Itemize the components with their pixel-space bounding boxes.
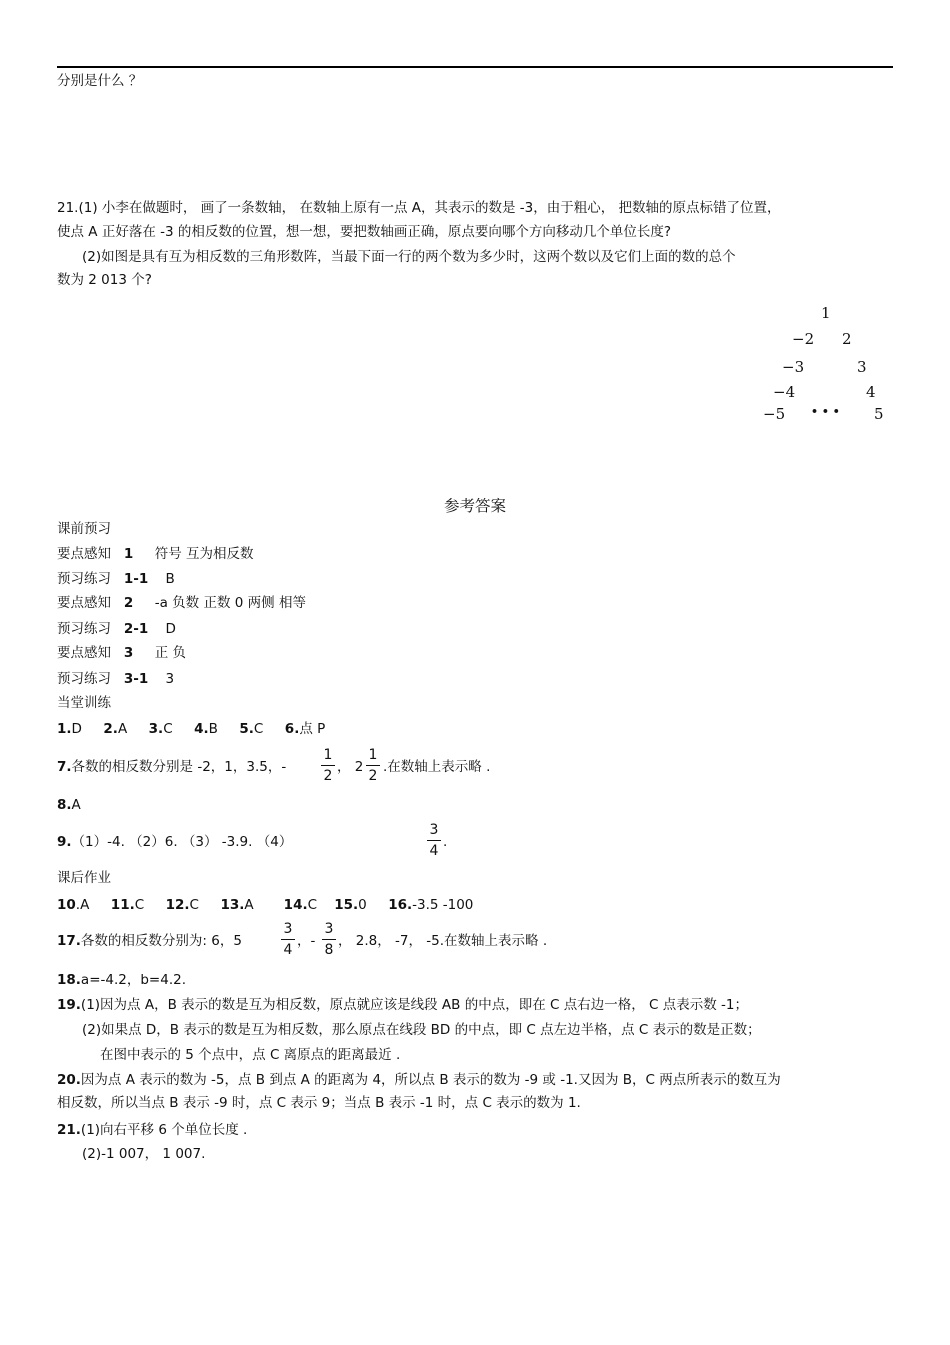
answer-9: 9.（1）-4. （2）6. （3） -3.9. （4） — [57, 834, 293, 850]
triangle-number: 3 — [857, 358, 867, 376]
answers-1-6: 1.D 2.A 3.C 4.B 5.C 6.点 P — [57, 721, 326, 737]
q21-line-4: 数为 2 013 个? — [57, 272, 152, 288]
answer-7-mid: ， 2 — [337, 759, 364, 775]
section-homework: 课后作业 — [57, 870, 111, 886]
answer-19: 19.(1)因为点 A，B 表示的数是互为相反数，原点就应该是线段 AB 的中点，即在 C 点右边一格， C 点表示数 -1； — [57, 997, 748, 1013]
answer-20-line-2: 相反数，所以当点 B 表示 -9 时，点 C 表示 9；当点 B 表示 -1 时，点 C 表示的数为 1. — [57, 1095, 581, 1111]
answer-9-end: . — [443, 834, 448, 850]
answer-line: 预习练习 1-1 B — [57, 571, 175, 587]
answer-line: 预习练习 3-1 3 — [57, 671, 175, 687]
answers-10-16: 10.A 11.C 12.C 13.A 14.C 15.0 16.-3.5 -100 — [57, 897, 474, 913]
triangle-number: 5 — [874, 405, 884, 423]
answer-8: 8.A — [57, 797, 81, 813]
section-preview: 课前预习 — [57, 521, 111, 537]
triangle-number: −2 — [792, 330, 815, 348]
answer-17-mid: ，- — [297, 933, 316, 949]
fraction: 1 2 — [321, 746, 335, 785]
answer-19-line-3: 在图中表示的 5 个点中，点 C 离原点的距离最近 . — [100, 1047, 401, 1063]
triangle-number: −4 — [773, 383, 796, 401]
ellipsis: • • • — [811, 405, 840, 418]
answer-18: 18.a=-4.2，b=4.2. — [57, 972, 186, 988]
answers-title: 参考答案 — [443, 497, 506, 515]
fraction: 3 4 — [427, 821, 441, 860]
fraction: 1 2 — [366, 746, 380, 785]
q21-line-1: 21.(1) 小李在做题时， 画了一条数轴， 在数轴上原有一点 A，其表示的数是 -3，由于粗心， 把数轴的原点标错了位置， — [57, 200, 781, 216]
question-fragment: 分别是什么 ？ — [57, 73, 143, 89]
answer-17: 17.各数的相反数分别为: 6，5 — [57, 933, 242, 949]
answer-7: 7.各数的相反数分别是 -2，1，3.5，- — [57, 759, 287, 775]
answer-21: 21.(1)向右平移 6 个单位长度 . — [57, 1122, 248, 1138]
answer-line: 要点感知 1 符号 互为相反数 — [57, 546, 254, 562]
triangle-number: −3 — [782, 358, 805, 376]
q21-line-3: (2)如图是具有互为相反数的三角形数阵，当最下面一行的两个数为多少时，这两个数以及它们上面的数的总个 — [82, 249, 736, 265]
q21-line-2: 使点 A 正好落在 -3 的相反数的位置，想一想，要把数轴画正确，原点要向哪个方向移动几个单位长度? — [57, 224, 672, 240]
fraction: 3 8 — [322, 920, 336, 959]
answer-line: 要点感知 2 -a 负数 正数 0 两侧 相等 — [57, 595, 306, 611]
answer-17-end: ， 2.8， -7， -5.在数轴上表示略 . — [338, 933, 548, 949]
answer-line: 要点感知 3 正 负 — [57, 645, 187, 661]
triangle-number: −5 — [763, 405, 786, 423]
section-class-training: 当堂训练 — [57, 695, 111, 711]
top-rule — [57, 66, 893, 68]
triangle-number: 2 — [842, 330, 852, 348]
answer-21-line-2: (2)-1 007， 1 007. — [82, 1146, 206, 1162]
answer-20: 20.因为点 A 表示的数为 -5，点 B 到点 A 的距离为 4，所以点 B 表示的数为 -9 或 -1.又因为 B，C 两点所表示的数互为 — [57, 1072, 781, 1088]
triangle-number: 4 — [866, 383, 876, 401]
fraction: 3 4 — [281, 920, 295, 959]
answer-19-line-2: (2)如果点 D，B 表示的数是互为相反数，那么原点在线段 BD 的中点，即 C 点左边半格，点 C 表示的数是正数； — [82, 1022, 761, 1038]
answer-line: 预习练习 2-1 D — [57, 621, 176, 637]
answer-7-end: .在数轴上表示略 . — [383, 759, 491, 775]
triangle-number: 1 — [821, 304, 831, 322]
